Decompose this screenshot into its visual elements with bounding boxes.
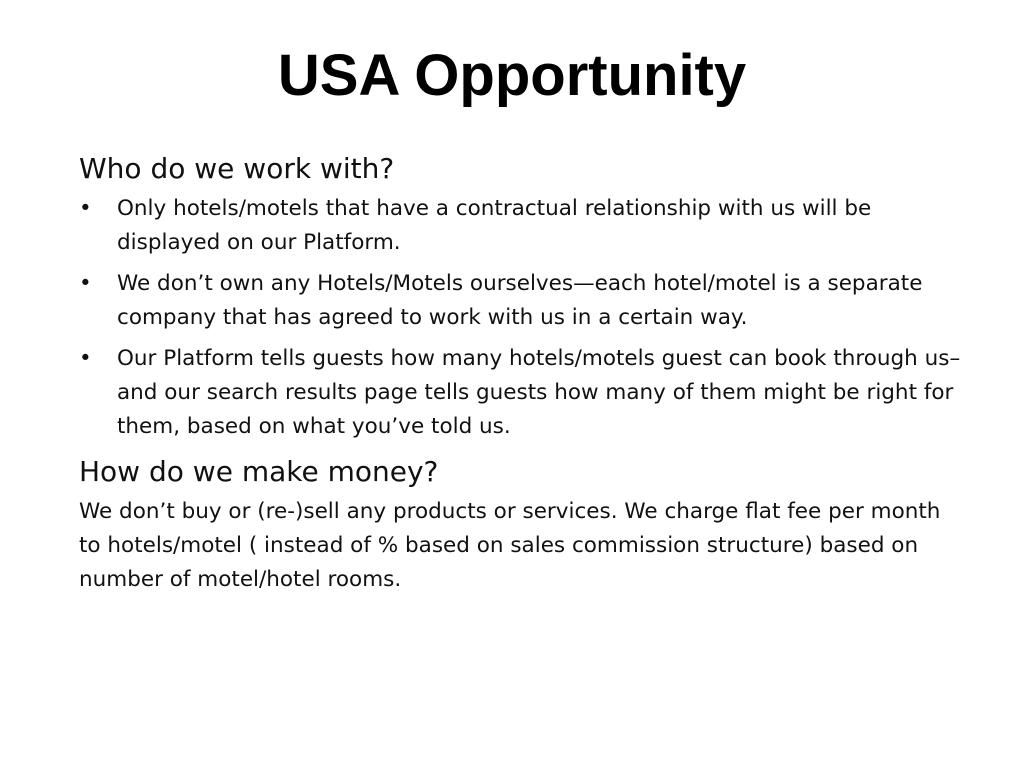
bullet-text: We don’t own any Hotels/Motels ourselves—each hotel/motel is a separate company that has agreed to work with us in a certain way. [117, 271, 923, 330]
section-heading-who: Who do we work with? [79, 152, 395, 185]
bullet-text: Our Platform tells guests how many hotels/motels guest can book through us– and our search results page tells guests how many of them might be right for them, based on what you’ve told us. [117, 346, 961, 439]
money-paragraph: We don’t buy or (re-)sell any products or services. We charge flat fee per month to hotels/motel ( instead of % based on sales commission structure) based on number of motel/hotel rooms. [79, 499, 941, 592]
bullet-dot-icon: • [79, 271, 92, 296]
bullet-item-ownership [79, 267, 979, 335]
bullet-text: Only hotels/motels that have a contractual relationship with us will be displayed on our Platform. [117, 196, 872, 255]
section-heading-money: How do we make money? [79, 455, 439, 488]
slide-title: USA Opportunity [277, 43, 747, 108]
bullet-dot-icon: • [79, 346, 92, 371]
bullet-dot-icon: • [79, 196, 92, 221]
bullet-item-platform [79, 192, 979, 260]
bullet-list [79, 192, 979, 444]
slide-content [79, 148, 979, 597]
bullet-item-search [79, 342, 979, 444]
